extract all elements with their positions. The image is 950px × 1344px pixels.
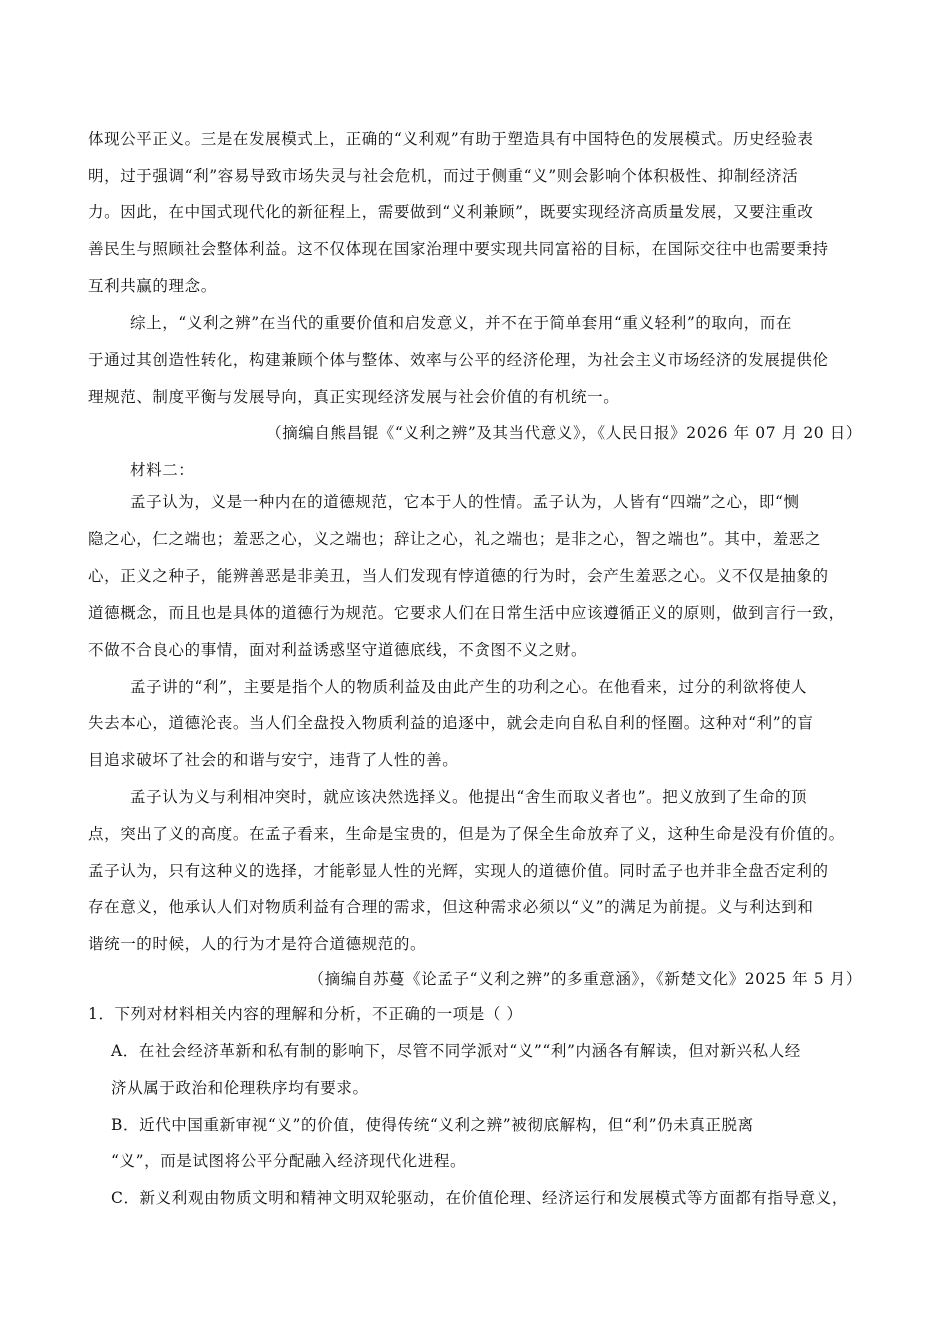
paragraph-line: 谐统一的时候，人的行为才是符合道德规范的。	[88, 935, 427, 953]
option-b: B．近代中国重新审视“义”的价值，使得传统“义利之辨”被彻底解构，但“利”仍未真正脱离	[111, 1116, 754, 1134]
paragraph-line: 明，过于强调“利”容易导致市场失灵与社会危机，而过于侧重“义”则会影响个体积极性、抑制经济活	[88, 167, 799, 185]
question-stem: 1．下列对材料相关内容的理解和分析，不正确的一项是（ ）	[88, 1005, 523, 1023]
paragraph-line: 不做不合良心的事情，面对利益诱惑坚守道德底线，不贪图不义之财。	[88, 641, 588, 659]
material-label: 材料二：	[130, 461, 195, 479]
paragraph-line: 孟子认为义与利相冲突时，就应该决然选择义。他提出“舍生而取义者也”。把义放到了生命的顶	[130, 788, 808, 806]
source-citation: （摘编自熊昌锟《“义利之辨”及其当代意义》，《人民日报》2026 年 07 月 20 日）	[266, 424, 862, 442]
paragraph-line: 存在意义，他承认人们对物质利益有合理的需求，但这种需求必须以“义”的满足为前提。义与利达到和	[88, 898, 814, 916]
paragraph-line: 心，正义之种子，能辨善恶是非美丑，当人们发现有悖道德的行为时，会产生羞恶之心。义不仅是抽象的	[88, 567, 829, 585]
paragraph-line: 孟子讲的“利”，主要是指个人的物质利益及由此产生的功利之心。在他看来，过分的利欲将使人	[130, 678, 808, 696]
paragraph-line: 隐之心，仁之端也；羞恶之心，义之端也；辞让之心，礼之端也；是非之心，智之端也”。其中，羞恶之	[88, 530, 822, 548]
option-c: C．新义利观由物质文明和精神文明双轮驱动，在价值伦理、经济运行和发展模式等方面都有指导意义，	[111, 1189, 848, 1207]
paragraph-line: 于通过其创造性转化，构建兼顾个体与整体、效率与公平的经济伦理，为社会主义市场经济的发展提供伦	[88, 351, 829, 369]
paragraph-line: 孟子认为，只有这种义的选择，才能彰显人性的光辉，实现人的道德价值。同时孟子也并非全盘否定利的	[88, 862, 829, 880]
option-b-continued: “义”，而是试图将公平分配融入经济现代化进程。	[111, 1152, 467, 1170]
paragraph-line: 综上，“义利之辨”在当代的重要价值和启发意义，并不在于简单套用“重义轻利”的取向，而在	[130, 314, 792, 332]
option-a: A．在社会经济革新和私有制的影响下，尽管不同学派对“义”“利”内涵各有解读，但对新兴私人经	[111, 1042, 801, 1060]
paragraph-line: 善民生与照顾社会整体利益。这不仅体现在国家治理中要实现共同富裕的目标，在国际交往中也需要秉持	[88, 240, 829, 258]
paragraph-line: 孟子认为，义是一种内在的道德规范，它本于人的性情。孟子认为，人皆有“四端”之心，即“恻	[130, 493, 800, 511]
paragraph-line: 点，突出了义的高度。在孟子看来，生命是宝贵的，但是为了保全生命放弃了义，这种生命是没有价值的。	[88, 825, 845, 843]
paragraph-line: 互利共赢的理念。	[88, 277, 217, 295]
paragraph-line: 体现公平正义。三是在发展模式上，正确的“义利观”有助于塑造具有中国特色的发展模式。历史经验表	[88, 130, 814, 148]
source-citation: （摘编自苏蔓《论孟子“义利之辨”的多重意涵》，《新楚文化》2025 年 5 月）	[308, 970, 862, 988]
paragraph-line: 失去本心，道德沦丧。当人们全盘投入物质利益的追逐中，就会走向自私自利的怪圈。这种对“利”的盲	[88, 714, 814, 732]
paragraph-line: 力。因此，在中国式现代化的新征程上，需要做到“义利兼顾”，既要实现经济高质量发展，又要注重改	[88, 203, 814, 221]
paragraph-line: 目追求破坏了社会的和谐与安宁，违背了人性的善。	[88, 751, 459, 769]
paragraph-line: 理规范、制度平衡与发展导向，真正实现经济发展与社会价值的有机统一。	[88, 388, 620, 406]
paragraph-line: 道德概念，而且也是具体的道德行为规范。它要求人们在日常生活中应该遵循正义的原则，做到言行一致，	[88, 604, 845, 622]
option-a-continued: 济从属于政治和伦理秩序均有要求。	[111, 1079, 369, 1097]
